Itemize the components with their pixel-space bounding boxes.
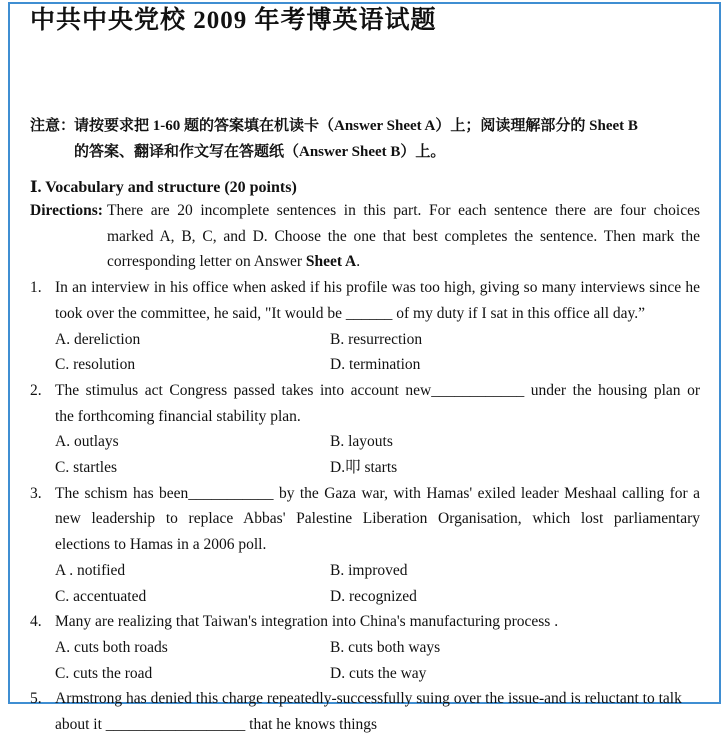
text: . [356, 253, 361, 271]
option: A. dereliction [55, 330, 141, 348]
text: Many are realizing that Taiwan's integration into China's manufacturing process . [55, 613, 559, 631]
option: B. cuts both ways [330, 638, 441, 656]
question-item [30, 275, 700, 378]
directions-line [107, 224, 700, 250]
question-line [30, 275, 700, 301]
question-number: 5. [30, 690, 42, 708]
page-title: 中共中央党校 2009 年考博英语试题 [30, 7, 437, 34]
text: The stimulus act Congress passed takes into account new____________ under the housing plan or [55, 381, 700, 399]
question-line [30, 481, 700, 507]
question-line [30, 686, 700, 712]
question-line [30, 609, 700, 635]
directions-line [107, 198, 700, 224]
questions [30, 275, 700, 738]
text: new leadership to replace Abbas' Palestine Liberation Organisation, which lost parliamentary [55, 510, 700, 528]
question-number: 1. [30, 279, 42, 297]
notice-line-2: 的答案、翻译和作文写在答题纸（Answer Sheet B）上。 [74, 144, 446, 160]
option: B. improved [330, 561, 408, 579]
options-grid [55, 635, 700, 686]
text: corresponding letter on Answer [107, 253, 306, 271]
options-grid [55, 558, 700, 609]
question-line [55, 404, 700, 430]
option: D.叩 starts [330, 459, 398, 477]
notice-line-1: 请按要求把 1-60 题的答案填在机读卡（Answer Sheet A）上；阅读理解部分的 Sheet B [74, 118, 638, 134]
option: C. resolution [55, 356, 136, 374]
text: about it __________________ that he knows things [55, 716, 378, 734]
option: D. termination [330, 356, 421, 374]
option: C. startles [55, 459, 117, 477]
page-content [30, 6, 700, 738]
options-grid [55, 429, 700, 480]
text: took over the committee, he said, "It would be ______ of my duty if I sat in this office all day.” [55, 304, 646, 322]
text: marked A, B, C, and D. Choose the one that best completes the sentence. Then mark the [107, 227, 700, 245]
question-line [55, 712, 700, 738]
directions-block [30, 198, 700, 275]
text: In an interview in his office when asked if his profile was too high, giving so many interviews since he [55, 279, 700, 297]
notice-block [30, 113, 700, 165]
question-item [30, 686, 700, 737]
question-item [30, 609, 700, 686]
notice-label: 注意： [30, 118, 76, 134]
question-number: 4. [30, 613, 42, 631]
section-heading: Ⅰ. Vocabulary and structure (20 points) [30, 179, 297, 196]
option: A. cuts both roads [55, 638, 168, 656]
question-line [30, 378, 700, 404]
option: C. accentuated [55, 587, 147, 605]
question-item [30, 481, 700, 610]
text: The schism has been___________ by the Gaza war, with Hamas' exiled leader Meshaal calling for a [55, 484, 700, 502]
options-grid [55, 327, 700, 378]
directions-line [107, 249, 700, 275]
option: B. resurrection [330, 330, 423, 348]
question-line [55, 301, 700, 327]
question-line [55, 532, 700, 558]
option: B. layouts [330, 433, 393, 451]
question-number: 2. [30, 381, 42, 399]
text: the forthcoming financial stability plan. [55, 407, 301, 425]
text: There are 20 incomplete sentences in this part. For each sentence there are four choices [107, 202, 700, 219]
option: D. cuts the way [330, 664, 427, 682]
question-item [30, 378, 700, 481]
option: C. cuts the road [55, 664, 153, 682]
directions-lines [107, 198, 700, 275]
question-number: 3. [30, 484, 42, 502]
directions-label: Directions: [30, 202, 103, 219]
option: A. outlays [55, 433, 119, 451]
question-line [55, 506, 700, 532]
bold-text: Sheet A [305, 253, 357, 271]
option: A . notified [55, 561, 126, 579]
option: D. recognized [330, 587, 417, 605]
text: elections to Hamas in a 2006 poll. [55, 536, 267, 554]
text: Armstrong has denied this charge repeatedly-successfully suing over the issue-and is reluctant to talk [55, 690, 682, 708]
